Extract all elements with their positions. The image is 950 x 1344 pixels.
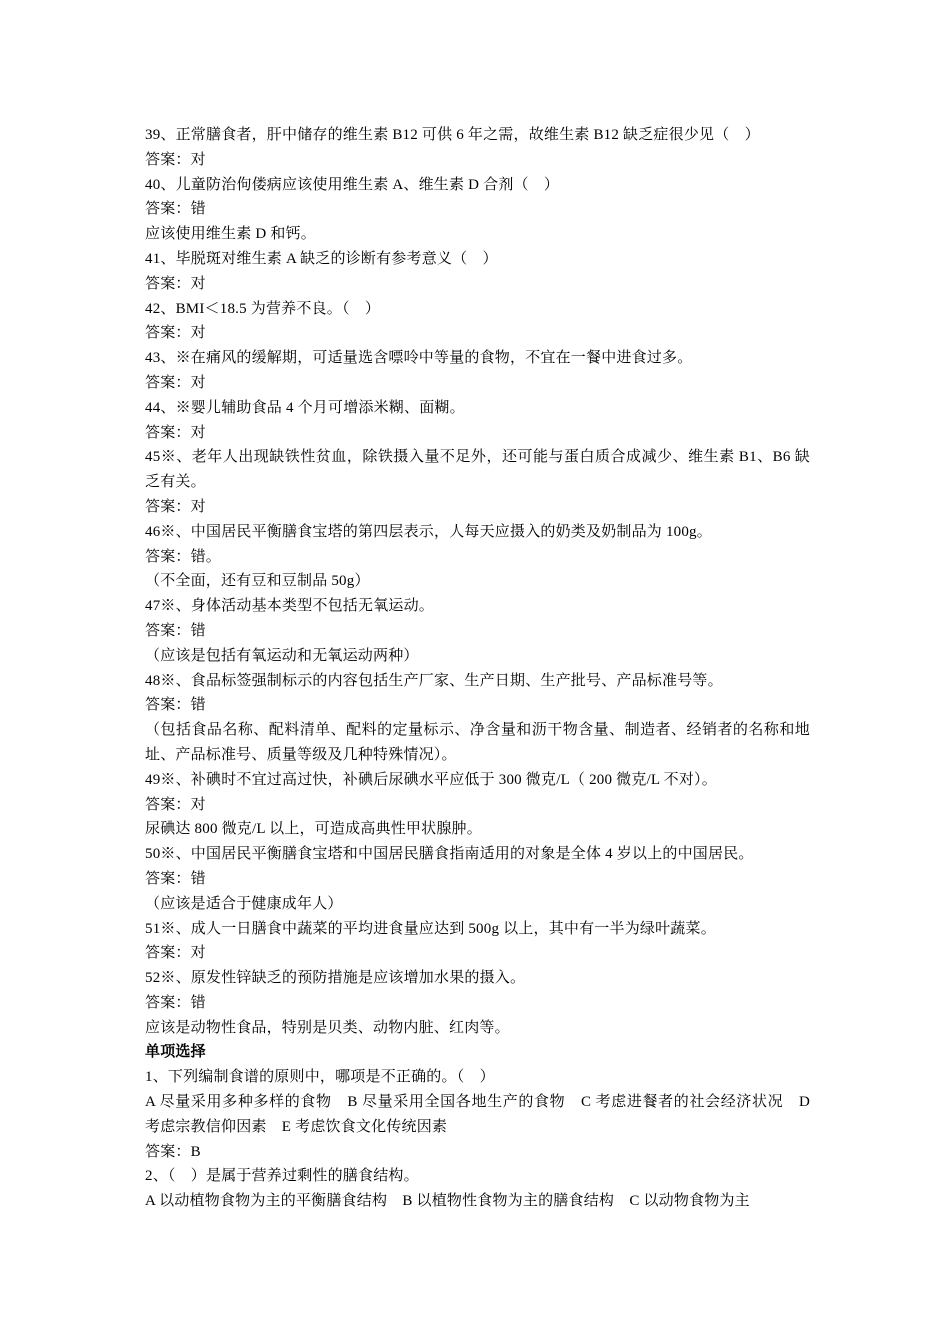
question-50: 50※、中国居民平衡膳食宝塔和中国居民膳食指南适用的对象是全体 4 岁以上的中国居民。 bbox=[145, 846, 754, 863]
answer-52: 答案：错 bbox=[145, 994, 206, 1011]
explanation-48: （包括食品名称、配料清单、配料的定量标示、净含量和沥干物含量、制造者、经销者的名称和地址、产品标准号、质量等级及几种特殊情况）。 bbox=[145, 722, 810, 763]
question-45: 45※、老年人出现缺铁性贫血，除铁摄入量不足外，还可能与蛋白质合成减少、维生素 B1、B6 缺乏有关。 bbox=[145, 449, 810, 491]
mcq-question-2: 2、（ ）是属于营养过剩性的膳食结构。 bbox=[145, 1168, 419, 1185]
answer-49: 答案：对 bbox=[145, 796, 206, 813]
answer-41: 答案：对 bbox=[145, 275, 206, 292]
explanation-52: 应该是动物性食品，特别是贝类、动物内脏、红肉等。 bbox=[145, 1019, 510, 1036]
answer-47: 答案：错 bbox=[145, 622, 206, 639]
answer-45: 答案：对 bbox=[145, 498, 206, 515]
question-42: 42、BMI＜18.5 为营养不良。（ ） bbox=[145, 300, 381, 317]
mcq-options-1: A 尽量采用多种多样的食物 B 尽量采用全国各地生产的食物 C 考虑进餐者的社会经济状况 D 考虑宗教信仰因素 E 考虑饮食文化传统因素 bbox=[145, 1094, 810, 1135]
explanation-47: （应该是包括有氧运动和无氧运动两种） bbox=[145, 647, 419, 664]
explanation-46: （不全面，还有豆和豆制品 50g） bbox=[145, 573, 370, 590]
question-39: 39、正常膳食者，肝中储存的维生素 B12 可供 6 年之需，故维生素 B12 缺乏症很少见（ ） bbox=[145, 127, 760, 143]
answer-42: 答案：对 bbox=[145, 325, 206, 342]
question-49: 49※、补碘时不宜过高过快，补碘后尿碘水平应低于 300 微克/L（ 200 微克/L 不对）。 bbox=[145, 771, 717, 788]
question-43: 43、※在痛风的缓解期，可适量选含嘌呤中等量的食物，不宜在一餐中进食过多。 bbox=[145, 350, 693, 367]
question-47: 47※、身体活动基本类型不包括无氧运动。 bbox=[145, 598, 435, 615]
question-48: 48※、食品标签强制标示的内容包括生产厂家、生产日期、生产批号、产品标准号等。 bbox=[145, 672, 723, 689]
question-41: 41、毕脱斑对维生素 A 缺乏的诊断有参考意义（ ） bbox=[145, 250, 498, 267]
question-46: 46※、中国居民平衡膳食宝塔的第四层表示，人每天应摄入的奶类及奶制品为 100g。 bbox=[145, 523, 712, 540]
section-heading: 单项选择 bbox=[145, 1044, 206, 1061]
mcq-answer-1: 答案：B bbox=[145, 1143, 201, 1160]
answer-50: 答案：错 bbox=[145, 870, 206, 887]
answer-40: 答案：错 bbox=[145, 201, 206, 218]
answer-46: 答案：错。 bbox=[145, 548, 222, 565]
answer-51: 答案：对 bbox=[145, 945, 206, 962]
question-44: 44、※婴儿辅助食品 4 个月可增添米糊、面糊。 bbox=[145, 399, 465, 416]
answer-44: 答案：对 bbox=[145, 424, 206, 441]
explanation-49: 尿碘达 800 微克/L 以上，可造成高典性甲状腺肿。 bbox=[145, 821, 482, 838]
mcq-question-1: 1、下列编制食谱的原则中，哪项是不正确的。（ ） bbox=[145, 1069, 495, 1086]
question-52: 52※、原发性锌缺乏的预防措施是应该增加水果的摄入。 bbox=[145, 970, 526, 987]
mcq-options-2: A 以动植物食物为主的平衡膳食结构 B 以植物性食物为主的膳食结构 C 以动物食物为主 bbox=[145, 1193, 750, 1210]
explanation-50: （应该是适合于健康成年人） bbox=[145, 895, 343, 912]
answer-43: 答案：对 bbox=[145, 374, 206, 391]
explanation-40: 应该使用维生素 D 和钙。 bbox=[145, 226, 316, 243]
answer-48: 答案：错 bbox=[145, 697, 206, 714]
question-40: 40、儿童防治佝偻病应该使用维生素 A、维生素 D 合剂（ ） bbox=[145, 176, 560, 193]
question-51: 51※、成人一日膳食中蔬菜的平均进食量应达到 500g 以上，其中有一半为绿叶蔬菜。 bbox=[145, 920, 716, 937]
document-page bbox=[145, 123, 810, 1214]
answer-39: 答案：对 bbox=[145, 151, 206, 168]
